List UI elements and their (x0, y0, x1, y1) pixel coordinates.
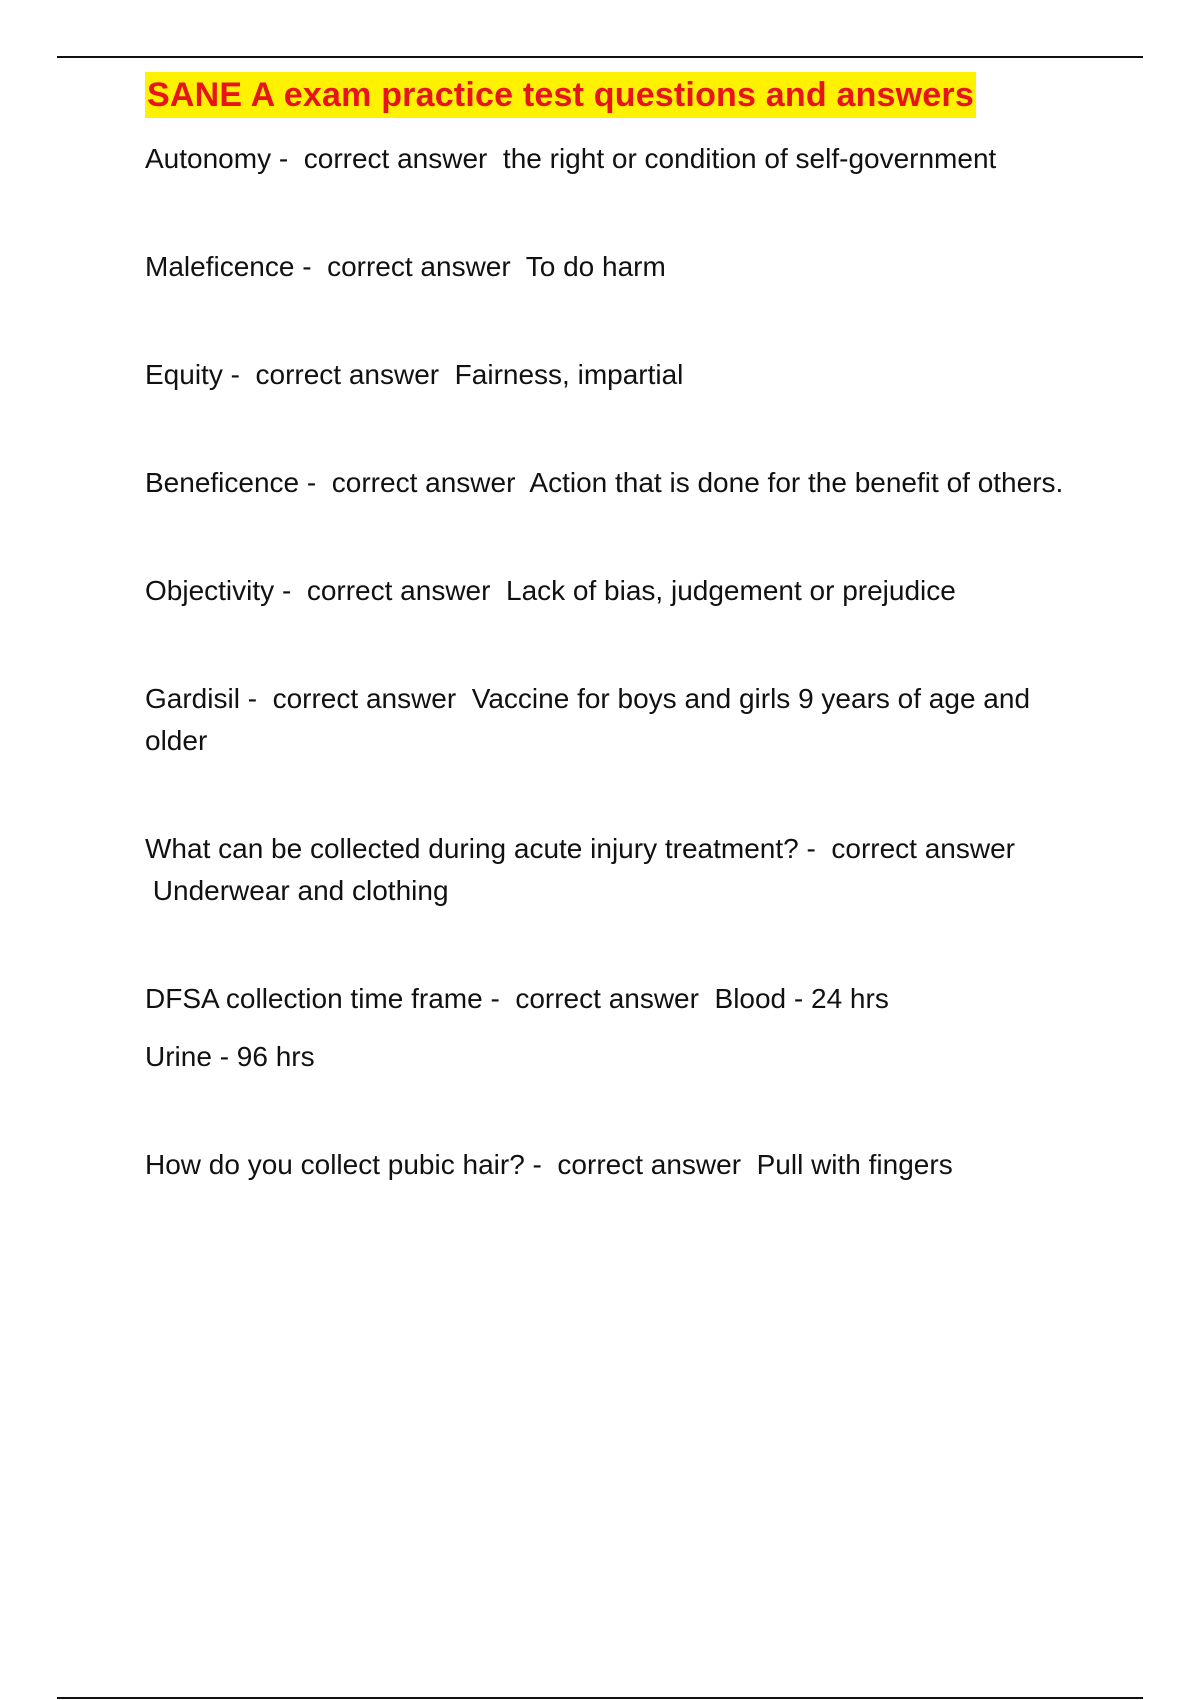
qa-term: What can be collected during acute injury treatment? (145, 833, 799, 864)
qa-separator: - correct answer (247, 683, 464, 714)
qa-answer: Pull with fingers (756, 1149, 953, 1180)
document-title: SANE A exam practice test questions and answers (145, 72, 976, 118)
qa-answer: Action that is done for the benefit of others. (529, 467, 1064, 498)
document-body (145, 72, 1085, 1186)
qa-term: Equity (145, 359, 223, 390)
qa-separator: - correct answer (806, 833, 1023, 864)
bottom-rule (57, 1697, 1143, 1699)
qa-item-dfsa (145, 978, 1085, 1078)
qa-answer: Lack of bias, judgement or prejudice (506, 575, 956, 606)
qa-separator: - correct answer (532, 1149, 749, 1180)
qa-term: How do you collect pubic hair? (145, 1149, 525, 1180)
qa-item-pubic-hair (145, 1144, 1085, 1186)
qa-term: Beneficence (145, 467, 300, 498)
qa-answer: Blood - 24 hrs (714, 983, 889, 1014)
qa-answer: Underwear and clothing (152, 875, 449, 906)
qa-item-gardisil (145, 678, 1085, 762)
qa-answer: Vaccine for boys and girls 9 years of age and older (145, 683, 1038, 756)
qa-term: Autonomy (145, 143, 272, 174)
qa-answer: To do harm (525, 251, 666, 282)
qa-answer: the right or condition of self-government (502, 143, 997, 174)
qa-separator: - correct answer (490, 983, 707, 1014)
qa-separator: - correct answer (278, 143, 496, 174)
top-rule (57, 56, 1143, 58)
qa-separator: - correct answer (302, 251, 519, 282)
qa-separator: - correct answer (306, 467, 524, 498)
qa-item-maleficence (145, 246, 1085, 288)
qa-item-objectivity (145, 570, 1085, 612)
qa-term: Gardisil (145, 683, 240, 714)
qa-item-acute-injury (145, 828, 1085, 912)
qa-term: Maleficence (145, 251, 295, 282)
qa-term: Objectivity (145, 575, 275, 606)
qa-item-equity (145, 354, 1085, 396)
qa-item-autonomy (145, 138, 1085, 180)
qa-extra-line: Urine - 96 hrs (145, 1041, 315, 1072)
qa-answer: Fairness, impartial (454, 359, 684, 390)
qa-separator: - correct answer (230, 359, 447, 390)
qa-item-beneficence (145, 462, 1085, 504)
qa-separator: - correct answer (281, 575, 499, 606)
qa-term: DFSA collection time frame (145, 983, 483, 1014)
